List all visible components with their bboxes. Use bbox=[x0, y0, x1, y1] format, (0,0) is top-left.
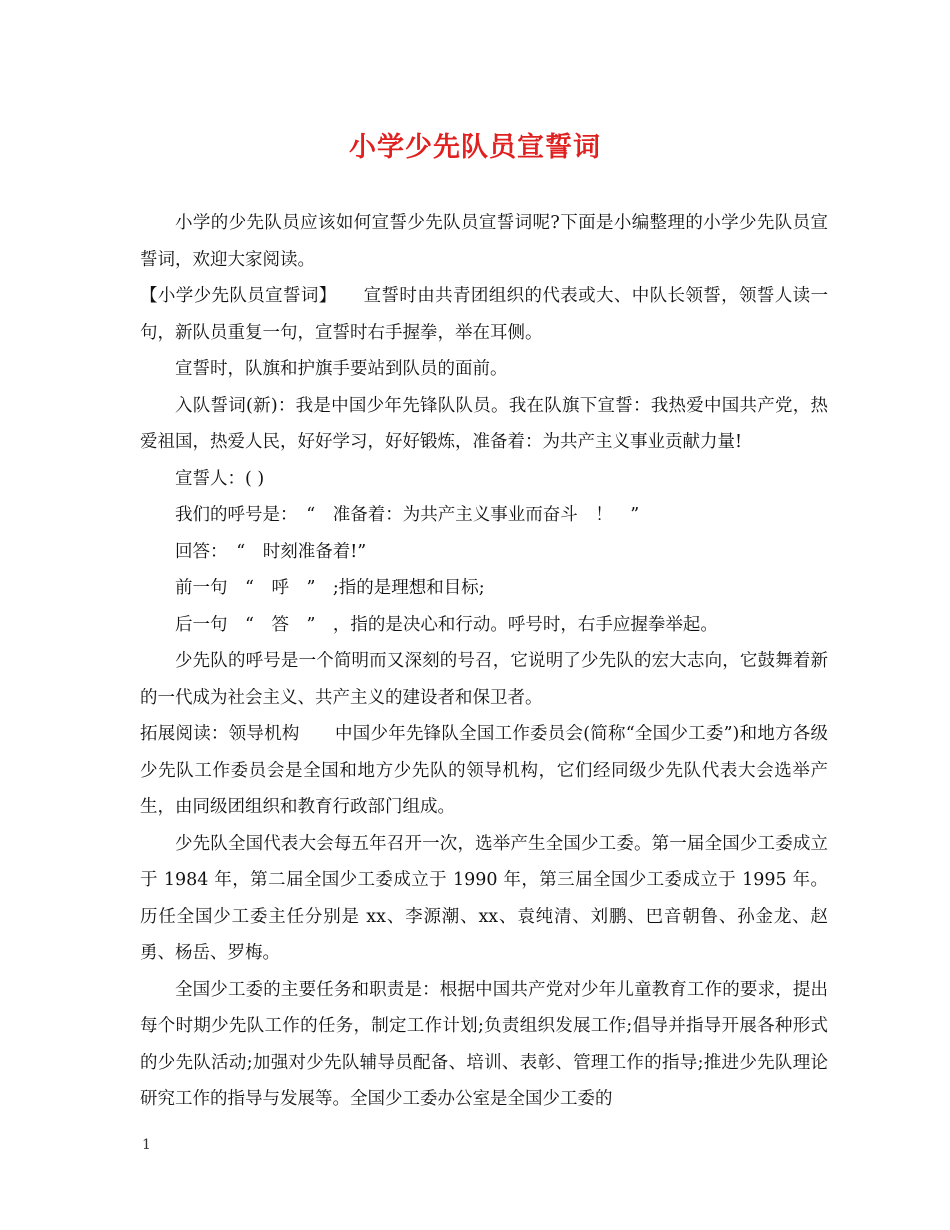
page-number: 1 bbox=[142, 1137, 151, 1153]
paragraph: 少先队全国代表大会每五年召开一次，选举产生全国少工委。第一届全国少工委成立于 1984 年，第二届全国少工委成立于 1990 年，第三届全国少工委成立于 1995 年。历任全国少工委主任分别是 xx、李源潮、xx、袁纯清、刘鹏、巴音朝鲁、孙金龙、赵勇、杨岳、罗梅。 bbox=[140, 833, 828, 963]
paragraph: 全国少工委的主要任务和职责是：根据中国共产党对少年儿童教育工作的要求，提出每个时期少先队工作的任务，制定工作计划;负责组织发展工作;倡导并指导开展各种形式的少先队活动;加强对少先队辅导员配备、培训、表彰、管理工作的指导;推进少先队理论研究工作的指导与发展等。全国少工委办公室是全国少工委的 bbox=[140, 979, 828, 1109]
page-title: 小学少先队员宣誓词 bbox=[349, 132, 601, 163]
paragraph: 后一句 “ 答 ” ，指的是决心和行动。呼号时，右手应握拳举起。 bbox=[175, 614, 718, 635]
paragraph: 宣誓人：( ) bbox=[175, 468, 265, 489]
document-body bbox=[140, 205, 828, 1118]
paragraph: 小学的少先队员应该如何宣誓少先队员宣誓词呢?下面是小编整理的小学少先队员宣誓词，欢迎大家阅读。 bbox=[140, 213, 828, 270]
paragraph: 宣誓时，队旗和护旗手要站到队员的面前。 bbox=[175, 359, 508, 379]
paragraph: 少先队的呼号是一个简明而又深刻的号召，它说明了少先队的宏大志向，它鼓舞着新的一代成为社会主义、共产主义的建设者和保卫者。 bbox=[140, 651, 828, 708]
paragraph: 我们的呼号是： “ 准备着：为共产主义事业而奋斗 ！ ” bbox=[175, 505, 640, 525]
paragraph: 回答： “ 时刻准备着!” bbox=[175, 541, 367, 562]
paragraph: 【小学少先队员宣誓词】 宣誓时由共青团组织的代表或大、中队长领誓，领誓人读一句，新队员重复一句，宣誓时右手握拳，举在耳侧。 bbox=[140, 286, 828, 343]
paragraph: 拓展阅读：领导机构 中国少年先锋队全国工作委员会(简称“全国少工委”)和地方各级少先队工作委员会是全国和地方少先队的领导机构，它们经同级少先队代表大会选举产生，由同级团组织和教育行政部门组成。 bbox=[140, 724, 828, 817]
paragraph: 入队誓词(新)：我是中国少年先锋队队员。我在队旗下宣誓：我热爱中国共产党，热爱祖国，热爱人民，好好学习，好好锻炼，准备着：为共产主义事业贡献力量! bbox=[140, 395, 828, 452]
paragraph: 前一句 “ 呼 ” ;指的是理想和目标; bbox=[175, 578, 485, 598]
